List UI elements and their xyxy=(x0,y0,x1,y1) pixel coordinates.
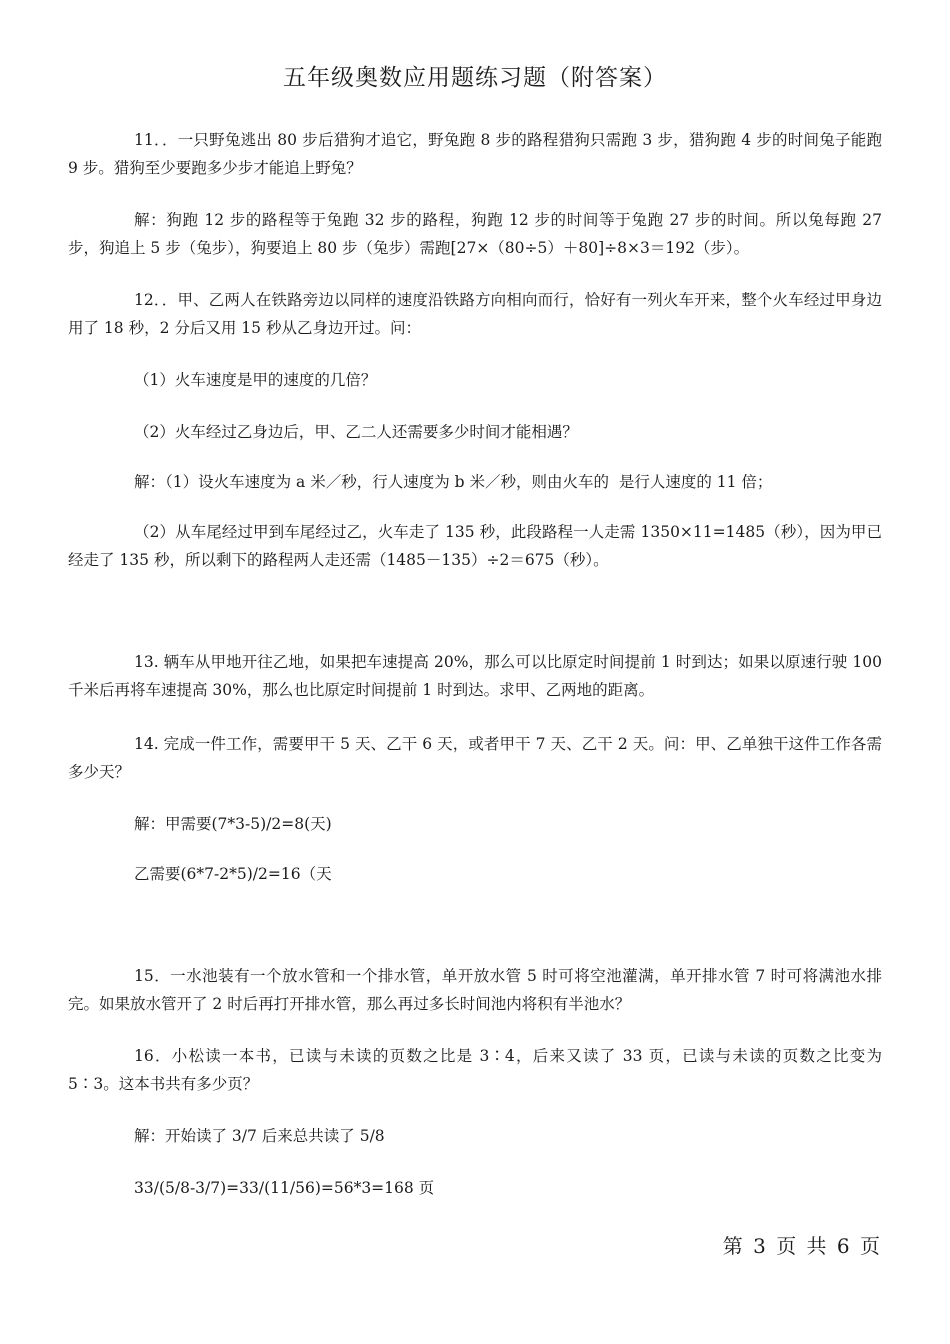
solution-16-a: 解：开始读了 3/7 后来总共读了 5/8 xyxy=(134,1127,385,1145)
problem-11: 11．．一只野兔逃出 80 步后猎狗才追它，野兔跑 8 步的路程猎狗只需跑 3 步，猎狗跑 4 步的时间兔子能跑 9 步。猎狗至少要跑多少步才能追上野兔？ xyxy=(68,131,887,177)
solution-16-b: 33/(5/8-3/7)=33/(11/56)=56*3=168 页 xyxy=(134,1179,435,1197)
solution-12-part-1: 解：（1）设火车速度为 a 米／秒，行人速度为 b 米／秒，则由火车的 是行人速度的 11 倍； xyxy=(134,473,773,491)
problem-12-part-1: （1）火车速度是甲的速度的几倍？ xyxy=(134,371,377,389)
problem-13: 13. 辆车从甲地开往乙地，如果把车速提高 20%，那么可以比原定时间提前 1 时到达；如果以原速行驶 100 千米后再将车速提高 30%，那么也比原定时间提前 1 时到达。求甲、乙两地的距离。 xyxy=(68,653,887,699)
solution-11: 解：狗跑 12 步的路程等于兔跑 32 步的路程，狗跑 12 步的时间等于兔跑 27 步的时间。所以兔每跑 27 步，狗追上 5 步（兔步），狗要追上 80 步（兔步）需跑[27×（80÷5）＋80]÷8×3＝192（步）。 xyxy=(68,211,887,257)
page-title: 五年级奥数应用题练习题（附答案） xyxy=(283,65,667,91)
solution-14-b: 乙需要(6*7-2*5)/2=16（天 xyxy=(134,865,332,883)
problem-12: 12．．甲、乙两人在铁路旁边以同样的速度沿铁路方向相向而行，恰好有一列火车开来，整个火车经过甲身边用了 18 秒，2 分后又用 15 秒从乙身边开过。问： xyxy=(68,291,882,337)
problem-12-part-2: （2）火车经过乙身边后，甲、乙二人还需要多少时间才能相遇？ xyxy=(134,423,578,441)
solution-12-part-2: （2）从车尾经过甲到车尾经过乙，火车走了 135 秒，此段路程一人走需 1350×11=1485（秒），因为甲已经走了 135 秒，所以剩下的路程两人走还需（1485－135）÷2＝675（秒）。 xyxy=(68,523,882,569)
problem-16: 16．小松读一本书，已读与未读的页数之比是 3∶4，后来又读了 33 页，已读与未读的页数之比变为 5∶3。这本书共有多少页？ xyxy=(68,1047,887,1093)
problem-15: 15．一水池装有一个放水管和一个排水管，单开放水管 5 时可将空池灌满，单开排水管 7 时可将满池水排完。如果放水管开了 2 时后再打开排水管，那么再过多长时间池内将积有半池水？ xyxy=(68,967,882,1013)
solution-14-a: 解：甲需要(7*3-5)/2=8(天) xyxy=(134,815,332,833)
problem-14: 14. 完成一件工作，需要甲干 5 天、乙干 6 天，或者甲干 7 天、乙干 2 天。问：甲、乙单独干这件工作各需多少天？ xyxy=(68,735,882,781)
page-number: 第 3 页 共 6 页 xyxy=(722,1234,882,1258)
